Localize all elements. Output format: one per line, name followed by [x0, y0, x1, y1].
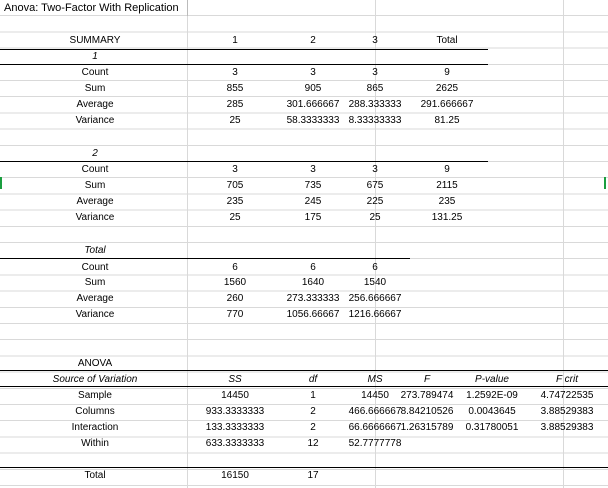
gt-average-v1[interactable]: 260 — [226, 293, 244, 304]
anova-total-source[interactable]: Total — [84, 470, 106, 481]
anova-total-ss[interactable]: 16150 — [221, 470, 249, 481]
g2-average-v3[interactable]: 225 — [366, 196, 384, 207]
g1-sum-v3[interactable]: 865 — [366, 83, 384, 94]
anova-sample-p[interactable]: 1.2592E-09 — [466, 390, 518, 401]
gt-count-label[interactable]: Count — [81, 262, 109, 273]
g2-sum-v3[interactable]: 675 — [366, 180, 384, 191]
gt-sum-label[interactable]: Sum — [84, 277, 106, 288]
anova-sample-source[interactable]: Sample — [78, 390, 112, 401]
g1-sum-v1[interactable]: 855 — [226, 83, 244, 94]
g1-average-v1[interactable]: 285 — [226, 99, 244, 110]
g1-variance-v3[interactable]: 8.33333333 — [348, 115, 402, 126]
g2-sum-v1[interactable]: 705 — [226, 180, 244, 191]
summary-label[interactable]: SUMMARY — [69, 35, 121, 46]
gt-variance-label[interactable]: Variance — [75, 309, 115, 320]
gt-sum-v1[interactable]: 1560 — [223, 277, 247, 288]
anova-sample-f[interactable]: 273.789474 — [400, 390, 454, 401]
g2-variance-v3[interactable]: 25 — [369, 212, 381, 223]
anova-header-ms[interactable]: MS — [367, 374, 383, 385]
g1-average-total[interactable]: 291.666667 — [420, 99, 474, 110]
g2-average-v2[interactable]: 245 — [304, 196, 322, 207]
anova-interaction-ms[interactable]: 66.6666667 — [348, 422, 402, 433]
anova-interaction-fcrit[interactable]: 3.88529383 — [540, 422, 594, 433]
g2-variance-label[interactable]: Variance — [75, 212, 115, 223]
g2-average-v1[interactable]: 235 — [226, 196, 244, 207]
anova-columns-df[interactable]: 2 — [310, 406, 316, 417]
anova-interaction-source[interactable]: Interaction — [71, 422, 119, 433]
anova-columns-source[interactable]: Columns — [75, 406, 115, 417]
anova-interaction-ss[interactable]: 133.3333333 — [205, 422, 265, 433]
g2-sum-total[interactable]: 2115 — [436, 180, 458, 191]
g1-average-label[interactable]: Average — [76, 99, 114, 110]
anova-total-df[interactable]: 17 — [307, 470, 319, 481]
anova-interaction-df[interactable]: 2 — [310, 422, 316, 433]
anova-sample-ms[interactable]: 14450 — [361, 390, 389, 401]
anova-interaction-p[interactable]: 0.31780051 — [465, 422, 519, 433]
anova-label[interactable]: ANOVA — [77, 358, 113, 369]
anova-columns-fcrit[interactable]: 3.88529383 — [540, 406, 594, 417]
g2-count-v2[interactable]: 3 — [310, 164, 316, 175]
g1-sum-label[interactable]: Sum — [84, 83, 106, 94]
gt-variance-v1[interactable]: 770 — [226, 309, 244, 320]
anova-columns-ms[interactable]: 466.666667 — [348, 406, 402, 417]
summary-col-2[interactable]: 2 — [310, 35, 316, 46]
g1-count-v2[interactable]: 3 — [310, 67, 316, 78]
gt-average-label[interactable]: Average — [76, 293, 114, 304]
gt-count-v3[interactable]: 6 — [372, 262, 378, 273]
g1-sum-total[interactable]: 2625 — [435, 83, 459, 94]
g1-count-total[interactable]: 9 — [444, 67, 450, 78]
anova-sample-df[interactable]: 1 — [310, 390, 316, 401]
anova-within-ms[interactable]: 52.7777778 — [348, 438, 402, 449]
g2-count-total[interactable]: 9 — [444, 164, 450, 175]
summary-col-3[interactable]: 3 — [372, 35, 378, 46]
anova-columns-f[interactable]: 8.84210526 — [400, 406, 454, 417]
anova-header-f[interactable]: F — [423, 374, 431, 385]
g2-variance-v1[interactable]: 25 — [229, 212, 241, 223]
gt-average-v3[interactable]: 256.666667 — [348, 293, 402, 304]
group-2-label[interactable]: 2 — [92, 148, 98, 159]
anova-header-ss[interactable]: SS — [228, 374, 242, 385]
g1-count-v3[interactable]: 3 — [372, 67, 378, 78]
row-marker-left — [0, 177, 2, 189]
g1-average-v3[interactable]: 288.333333 — [348, 99, 402, 110]
anova-columns-ss[interactable]: 933.3333333 — [205, 406, 265, 417]
g2-sum-v2[interactable]: 735 — [304, 180, 322, 191]
anova-header-pvalue[interactable]: P-value — [475, 374, 509, 385]
g2-count-label[interactable]: Count — [81, 164, 109, 175]
gt-sum-v3[interactable]: 1540 — [363, 277, 387, 288]
g2-average-label[interactable]: Average — [76, 196, 114, 207]
anova-sample-ss[interactable]: 14450 — [221, 390, 249, 401]
anova-columns-p[interactable]: 0.0043645 — [468, 406, 516, 417]
gt-average-v2[interactable]: 273.333333 — [286, 293, 340, 304]
g1-count-v1[interactable]: 3 — [232, 67, 238, 78]
gt-count-v2[interactable]: 6 — [310, 262, 316, 273]
g2-sum-label[interactable]: Sum — [84, 180, 106, 191]
group-total-label[interactable]: Total — [84, 245, 106, 256]
g1-variance-total[interactable]: 81.25 — [434, 115, 460, 126]
g2-variance-v2[interactable]: 175 — [304, 212, 322, 223]
anova-interaction-f[interactable]: 1.26315789 — [400, 422, 454, 433]
anova-header-df[interactable]: df — [308, 374, 318, 385]
anova-within-df[interactable]: 12 — [307, 438, 319, 449]
anova-header-source[interactable]: Source of Variation — [52, 374, 138, 385]
anova-within-source[interactable]: Within — [81, 438, 109, 449]
g1-variance-v2[interactable]: 58.3333333 — [286, 115, 340, 126]
g2-variance-total[interactable]: 131.25 — [431, 212, 463, 223]
g1-variance-v1[interactable]: 25 — [229, 115, 241, 126]
gt-variance-v2[interactable]: 1056.66667 — [286, 309, 340, 320]
g1-sum-v2[interactable]: 905 — [304, 83, 322, 94]
g1-variance-label[interactable]: Variance — [75, 115, 115, 126]
g2-count-v1[interactable]: 3 — [232, 164, 238, 175]
sheet-title[interactable]: Anova: Two-Factor With Replication — [4, 2, 179, 14]
g2-count-v3[interactable]: 3 — [372, 164, 378, 175]
g1-average-v2[interactable]: 301.666667 — [286, 99, 340, 110]
group-1-label[interactable]: 1 — [92, 51, 98, 62]
anova-sample-fcrit[interactable]: 4.74722535 — [540, 390, 594, 401]
summary-col-total[interactable]: Total — [436, 35, 458, 46]
row-marker-right — [604, 177, 606, 189]
summary-col-1[interactable]: 1 — [232, 35, 238, 46]
gt-count-v1[interactable]: 6 — [232, 262, 238, 273]
anova-header-fcrit[interactable]: F crit — [555, 374, 579, 385]
g2-average-total[interactable]: 235 — [438, 196, 456, 207]
gt-sum-v2[interactable]: 1640 — [301, 277, 325, 288]
anova-within-ss[interactable]: 633.3333333 — [205, 438, 265, 449]
g1-count-label[interactable]: Count — [81, 67, 109, 78]
gt-variance-v3[interactable]: 1216.66667 — [348, 309, 402, 320]
